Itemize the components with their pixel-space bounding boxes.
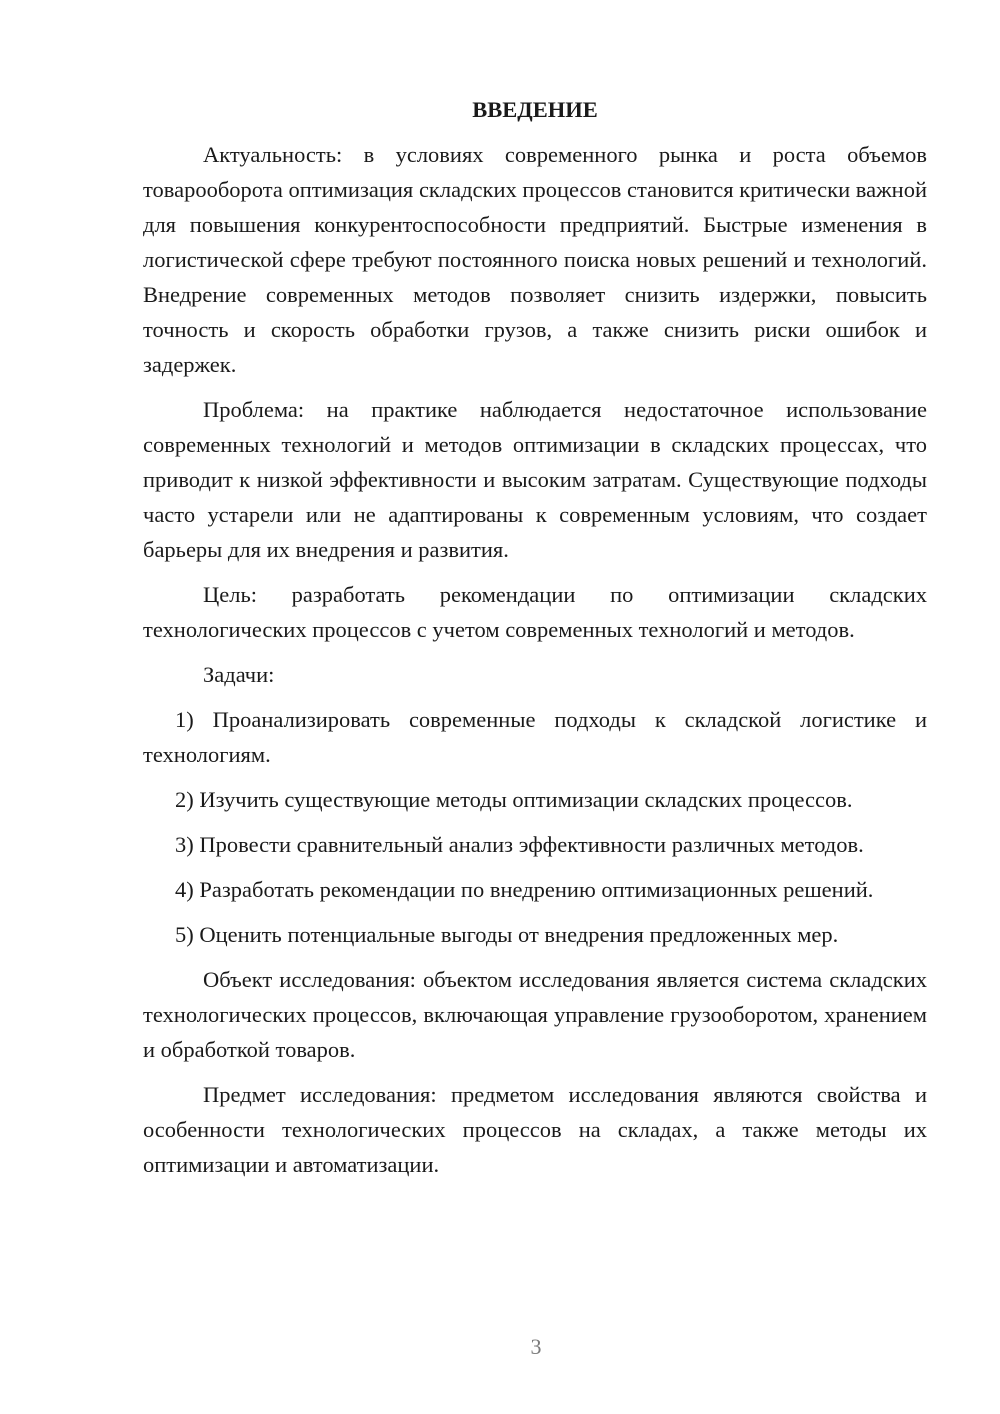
page-number: 3: [530, 1334, 542, 1359]
tasks-label: Задачи:: [203, 662, 275, 687]
paragraph-object: Объект исследования: объектом исследования является система складских технологических процессов, включающая управление грузооборотом, хранением и обработкой товаров.: [143, 967, 927, 1062]
task-item-4: 4) Разработать рекомендации по внедрению оптимизационных решений.: [175, 877, 874, 902]
paragraph-relevance: Актуальность: в условиях современного рынка и роста объемов товарооборота оптимизация складских процессов становится критически важной для повышения конкурентоспособности предприятий. Быстрые изменения в логистической сфере требуют постоянного поиска новых решений и технологий. Внедрение современных методов позволяет снизить издержки, повысить точность и скорость обработки грузов, а также снизить риски ошибок и задержек.: [143, 142, 927, 377]
paragraph-subject: Предмет исследования: предметом исследования являются свойства и особенности технологических процессов на складах, а также методы их оптимизации и автоматизации.: [143, 1082, 927, 1177]
paragraph-problem: Проблема: на практике наблюдается недостаточное использование современных технологий и методов оптимизации в складских процессах, что приводит к низкой эффективности и высоким затратам. Существующие подходы часто устарели или не адаптированы к современным условиям, что создает барьеры для их внедрения и развития.: [143, 397, 927, 562]
task-item-3: 3) Провести сравнительный анализ эффективности различных методов.: [175, 832, 864, 857]
task-item-2: 2) Изучить существующие методы оптимизации складских процессов.: [175, 787, 853, 812]
document-page: [143, 95, 927, 1192]
task-item-1: 1) Проанализировать современные подходы к складской логистике и технологиям.: [143, 707, 927, 767]
page-title: ВВЕДЕНИЕ: [472, 97, 598, 122]
task-item-5: 5) Оценить потенциальные выгоды от внедрения предложенных мер.: [175, 922, 839, 947]
paragraph-goal: Цель: разработать рекомендации по оптимизации складских технологических процессов с учетом современных технологий и методов.: [143, 582, 927, 642]
